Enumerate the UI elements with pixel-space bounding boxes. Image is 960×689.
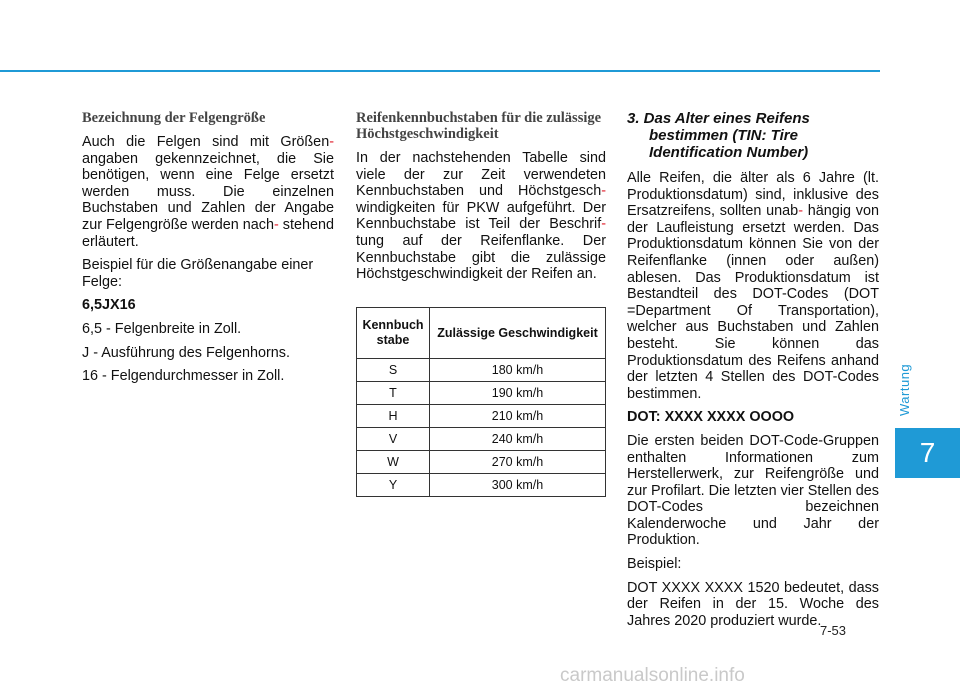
example-label: Beispiel:	[627, 556, 682, 573]
header-rule	[0, 70, 880, 72]
table-row: W 270 km/h	[357, 451, 606, 474]
rim-size-heading: Bezeichnung der Felgengröße	[82, 110, 266, 126]
tire-age-intro: Alle Reifen, die älter als 6 Jahre (lt. Produktionsdatum) sind, inklusive des Ersatzreifens, sollten unab- hängig von der Laufleistung ersetzt werden. Das Produktionsdatum können Sie von der Reifenflanke (innen oder außen) ablesen. Das Produktionsdatum ist Bestandteil des DOT-Codes (DOT =Department Of Transportation), welcher aus Buchstaben und Zahlen besteht. Sie können das Produktionsdatum des Reifens anhand der letzten 4 Stellen des DOT-Codes bestimmen.	[627, 170, 879, 402]
dot-code-format: DOT: XXXX XXXX OOOO	[627, 409, 795, 426]
table-header-row	[357, 308, 606, 359]
speed-rating-heading: Reifenkennbuchstaben für die zulässige Höchstgeschwindigkeit	[356, 110, 602, 142]
tire-age-heading: 3. Das Alter eines Reifens bestimmen (TIN: Tire Identification Number)	[627, 110, 810, 161]
rim-flange-line: J - Ausführung des Felgenhorns.	[82, 344, 290, 361]
table-row: S 180 km/h	[357, 359, 606, 382]
table-row: Y 300 km/h	[357, 474, 606, 497]
chapter-number-tab: 7	[895, 428, 960, 478]
rim-diameter-line: 16 - Felgendurchmesser in Zoll.	[82, 368, 285, 385]
column-tire-age	[627, 110, 879, 636]
rim-size-intro: Auch die Felgen sind mit Größen- angaben gekennzeichnet, die Sie benötigen, wenn eine Felge ersetzt werden muss. Die einzelnen Buchstaben und Zahlen der Angabe zur Felgengröße werden nach- stehend erläutert.	[82, 134, 334, 250]
speed-rating-table	[356, 307, 606, 497]
dot-code-example: DOT XXXX XXXX 1520 bedeutet, dass der Reifen in der 15. Woche des Jahres 2020 produziert wurde.	[627, 579, 879, 629]
table-header-speed: Zulässige Geschwindigkeit	[430, 308, 606, 359]
dot-code-explanation: Die ersten beiden DOT-Code-Gruppen enthalten Informationen zum Herstellerwerk, zur Reifengröße und zur Profilart. Die letzten vier Stellen des DOT-Codes bezeichnen Kalenderwoche und Jahr der Produktion.	[627, 432, 879, 549]
table-header-letter: Kennbuch stabe	[357, 308, 430, 359]
page-number: 7-53	[820, 623, 847, 638]
table-row: H 210 km/h	[357, 405, 606, 428]
table-row: T 190 km/h	[357, 382, 606, 405]
rim-width-line: 6,5 - Felgenbreite in Zoll.	[82, 320, 242, 337]
rim-size-example-intro: Beispiel für die Größenangabe einer Felge:	[82, 257, 314, 290]
speed-rating-intro: In der nachstehenden Tabelle sind viele der zur Zeit verwendeten Kennbuchstaben und Höchstgesch- windigkeiten für PKW aufgeführt. Der Kennbuchstabe ist Teil der Beschrif- tung auf der Reifenflanke. Der Kennbuchstabe gibt die zulässige Höchstgeschwindigkeit der Reifen an.	[356, 150, 606, 283]
watermark: carmanualsonline.info	[560, 665, 745, 686]
column-speed-rating	[356, 110, 606, 290]
chapter-label: Wartung	[897, 363, 912, 416]
rim-size-example: 6,5JX16	[82, 297, 136, 314]
table-row: V 240 km/h	[357, 428, 606, 451]
column-rim-size	[82, 110, 334, 392]
